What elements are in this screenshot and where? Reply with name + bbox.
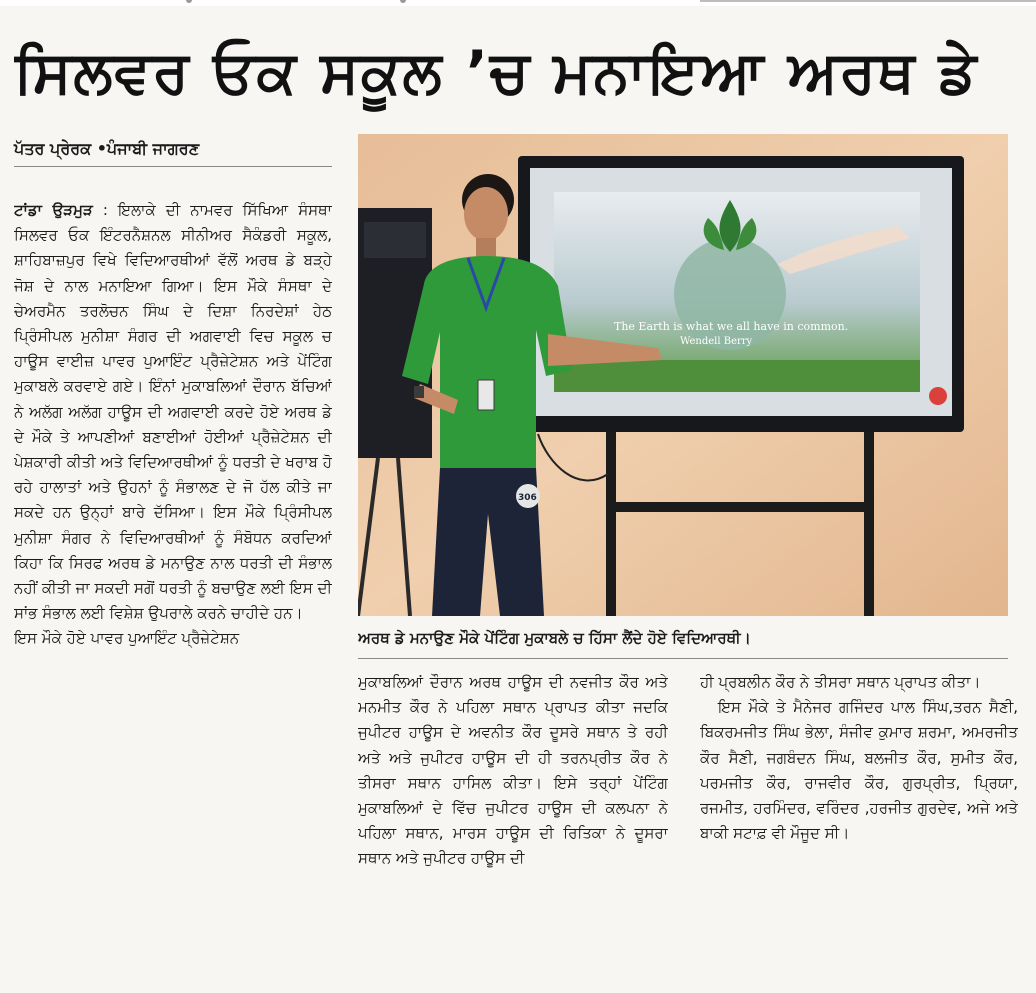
article-paragraph: ਇਸ ਮੌਕੇ ਤੇ ਮੈਨੇਜਰ ਗਜਿੰਦਰ ਪਾਲ ਸਿੰਘ,ਤਰਨ ਸੈਣੀ, ਬਿਕਰਮਜੀਤ ਸਿੰਘ ਭੇਲਾ, ਸੰਜੀਵ ਕੁਮਾਰ ਸ਼ਰਮਾ, ਅਮਰਜੀਤ ਕੌਰ ਸੈਣੀ, ਜਗਬੰਦਨ ਸਿੰਘ, ਬਲਜੀਤ ਕੌਰ, ਸੁਮੀਤ ਕੌਰ, ਪਰਮਜੀਤ ਕੌਰ, ਰਾਜਵੀਰ ਕੌਰ, ਗੁਰਪ੍ਰੀਤ, ਪ੍ਰਿਯਾ, ਰਜਮੀਤ, ਹਰਮਿੰਦਰ, ਵਰਿੰਦਰ ,ਹਰਜੀਤ ਗੁਰਦੇਵ, ਅਜੇ ਅਤੇ ਬਾਕੀ ਸਟਾਫ਼ ਵੀ ਮੌਜੂਦ ਸੀ।	[700, 698, 1018, 843]
dateline: ਟਾਂਡਾ ਉੜਮੁੜ	[14, 201, 93, 219]
tv-stand-shelf	[606, 502, 874, 512]
tv-stand-leg	[864, 432, 874, 616]
top-edge-dot	[400, 0, 406, 3]
slide-quote-author: Wendell Berry	[680, 336, 753, 347]
article-paragraph: ਇਸ ਮੌਕੇ ਹੋਏ ਪਾਵਰ ਪੁਆਇੰਟ ਪ੍ਰੈਜ਼ੇਟੇਸ਼ਨ	[14, 629, 240, 648]
pants-badge-text: 306	[518, 493, 537, 503]
byline-divider	[14, 166, 332, 167]
article-paragraph	[14, 198, 332, 626]
id-card	[478, 380, 494, 410]
top-edge-rule	[700, 0, 1036, 2]
byline: ਪੱਤਰ ਪ੍ਰੇਰਕ •ਪੰਜਾਬੀ ਜਾਗਰਣ	[14, 139, 200, 158]
speaker-grille	[364, 222, 426, 258]
news-photo	[358, 134, 1008, 616]
tv-stand-leg	[606, 432, 616, 616]
photo-caption: ਅਰਥ ਡੇ ਮਨਾਉਣ ਮੌਕੇ ਪੇਂਟਿੰਗ ਮੁਕਾਬਲੇ ਚ ਹਿੱਸਾ ਲੈਂਦੇ ਹੋਏ ਵਿਦਿਆਰਥੀ।	[358, 629, 751, 647]
top-edge	[0, 0, 1036, 6]
photo-illustration	[358, 134, 1008, 616]
caption-divider	[358, 658, 1008, 659]
headline: ਸਿਲਵਰ ਓਕ ਸਕੂਲ ’ਚ ਮਨਾਇਆ ਅਰਥ ਡੇ	[14, 38, 979, 106]
student-face	[464, 187, 508, 241]
article-text: : ਇਲਾਕੇ ਦੀ ਨਾਮਵਰ ਸਿੱਖਿਆ ਸੰਸਥਾ ਸਿਲਵਰ ਓਕ ਇੰਟਰਨੈਸ਼ਨਲ ਸੀਨੀਅਰ ਸੈਕੰਡਰੀ ਸਕੂਲ, ਸ਼ਾਹਿਬਾਜ਼ਪੁਰ ਵਿਖੇ ਵਿਦਿਆਰਥੀਆਂ ਵੱਲੋਂ ਅਰਥ ਡੇ ਬੜ੍ਹੇ ਜੋਸ਼ ਦੇ ਨਾਲ ਮਨਾਇਆ ਗਿਆ। ਇਸ ਮੌਕੇ ਸੰਸਥਾ ਦੇ ਚੇਅਰਮੈਨ ਤਰਲੋਚਨ ਸਿੰਘ ਦੇ ਦਿਸ਼ਾ ਨਿਰਦੇਸ਼ਾਂ ਹੇਠ ਪ੍ਰਿੰਸੀਪਲ ਮੁਨੀਸ਼ਾ ਸੰਗਰ ਦੀ ਅਗਵਾਈ ਵਿਚ ਸਕੂਲ ਚ ਹਾਊਸ ਵਾਈਜ਼ ਪਾਵਰ ਪੁਆਇੰਟ ਪ੍ਰੈਜ਼ੇਟੇਸ਼ਨ ਅਤੇ ਪੇਂਟਿੰਗ ਮੁਕਾਬਲੇ ਕਰਵਾਏ ਗਏ। ਇੰਨਾਂ ਮੁਕਾਬਲਿਆਂ ਦੌਰਾਨ ਬੱਚਿਆਂ ਨੇ ਅਲੱਗ ਅਲੱਗ ਹਾਊਸ ਦੀ ਅਗਵਾਈ ਕਰਦੇ ਹੋਏ ਅਰਥ ਡੇ ਦੇ ਮੌਕੇ ਤੇ ਆਪਣੀਆਂ ਬਣਾਈਆਂ ਹੋਈਆਂ ਪ੍ਰੈਜ਼ੇਟੇਸ਼ਨ ਦੀ ਪੇਸ਼ਕਾਰੀ ਕੀਤੀ ਅਤੇ ਵਿਦਿਆਰਥੀਆਂ ਨੂੰ ਧਰਤੀ ਦੇ ਖਰਾਬ ਹੋ ਰਹੇ ਹਾਲਾਤਾਂ ਅਤੇ ਉਹਨਾਂ ਨੂੰ ਸੰਭਾਲਣ ਦੇ ਜੋ ਹੱਲ ਕੀਤੇ ਜਾ ਸਕਦੇ ਹਨ ਉਨ੍ਹਾਂ ਬਾਰੇ ਦੱਸਿਆ। ਇਸ ਮੌਕੇ ਪ੍ਰਿੰਸੀਪਲ ਮੁਨੀਸ਼ਾ ਸੰਗਰ ਨੇ ਵਿਦਿਆਰਥੀਆਂ ਨੂੰ ਸੰਬੋਧਨ ਕਰਦਿਆਂ ਕਿਹਾ ਕਿ ਸਿਰਫ ਅਰਥ ਡੇ ਮਨਾਉਣ ਨਾਲ ਧਰਤੀ ਦੀ ਸੰਭਾਲ ਨਹੀਂ ਕੀਤੀ ਜਾ ਸਕਦੀ ਸਗੋਂ ਧਰਤੀ ਨੂੰ ਬਚਾਉਣ ਲਈ ਇਸ ਦੀ ਸਾਂਭ ਸੰਭਾਲ ਲਈ ਵਿਸ਼ੇਸ਼ ਉਪਰਾਲੇ ਕਰਨੇ ਚਾਹੀਦੇ ਹਨ।	[14, 201, 332, 623]
globe-graphic	[674, 238, 786, 350]
watch	[414, 386, 424, 398]
screen-record-button-icon	[929, 387, 947, 405]
top-edge-dot	[186, 0, 192, 3]
article-column-3	[700, 670, 1018, 984]
article-column-1	[14, 198, 332, 984]
slide-quote: The Earth is what we all have in common.	[614, 320, 849, 333]
article-paragraph: ਹੀ ਪ੍ਰਬਲੀਨ ਕੌਰ ਨੇ ਤੀਸਰਾ ਸਥਾਨ ਪ੍ਰਾਪਤ ਕੀਤਾ।	[700, 673, 981, 691]
grass-graphic	[554, 360, 920, 392]
article-paragraph: ਮੁਕਾਬਲਿਆਂ ਦੌਰਾਨ ਅਰਥ ਹਾਊਸ ਦੀ ਨਵਜੀਤ ਕੌਰ ਅਤੇ ਮਨਮੀਤ ਕੌਰ ਨੇ ਪਹਿਲਾ ਸਥਾਨ ਪ੍ਰਾਪਤ ਕੀਤਾ ਜਦਕਿ ਜੁਪੀਟਰ ਹਾਊਸ ਦੇ ਅਵਨੀਤ ਕੌਰ ਦੂਸਰੇ ਸਥਾਨ ਤੇ ਰਹੀ ਅਤੇ ਅਤੇ ਜੁਪੀਟਰ ਹਾਊਸ ਦੀ ਹੀ ਤਰਨਪ੍ਰੀਤ ਕੌਰ ਨੇ ਤੀਸਰਾ ਸਥਾਨ ਹਾਸਿਲ ਕੀਤਾ। ਇਸੇ ਤਰ੍ਹਾਂ ਪੇਂਟਿੰਗ ਮੁਕਾਬਲਿਆਂ ਦੇ ਵਿੱਚ ਜੁਪੀਟਰ ਹਾਊਸ ਦੀ ਕਲਪਨਾ ਨੇ ਪਹਿਲਾ ਸਥਾਨ, ਮਾਰਸ ਹਾਊਸ ਦੀ ਰਿਤਿਕਾ ਨੇ ਦੂਸਰਾ ਸਥਾਨ ਅਤੇ ਜੁਪੀਟਰ ਹਾਊਸ ਦੀ	[358, 673, 668, 868]
article-column-2	[358, 670, 668, 984]
